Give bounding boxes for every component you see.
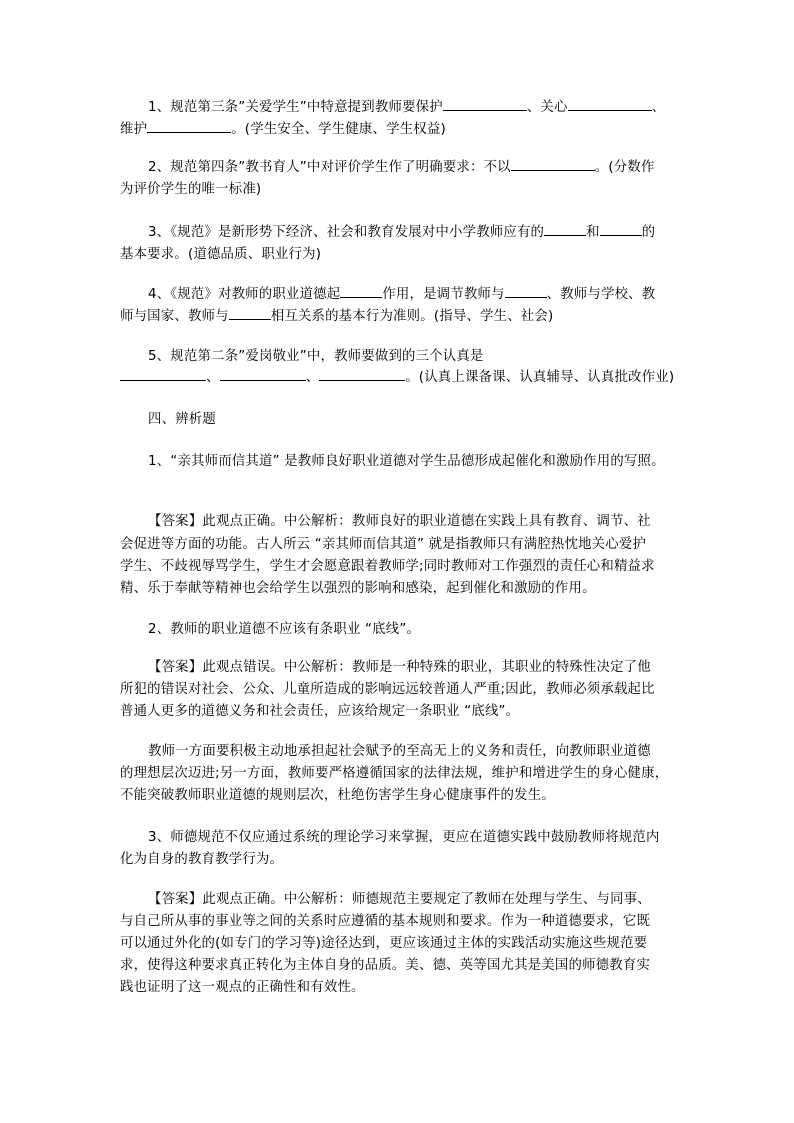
section-title: 四、辨析题 [148, 412, 216, 427]
fill-blank-q1-line1 [148, 98, 670, 118]
text: 相互关系的基本行为准则。(指导、学生、社会) [270, 309, 554, 324]
answer-q3-line: 可以通过外化的(如专门的学习等)途径达到，更应该通过主体的实践活动实施这些规范要 [120, 936, 648, 951]
fill-blank-q2-line1 [148, 158, 670, 178]
answer-q1-line: 学生、不歧视辱骂学生，学生才会愿意跟着教师学;同时教师对工作强烈的责任心和精益求 [120, 559, 655, 574]
answer-q2-line: 所犯的错误对社会、公众、儿童所造成的影响远远较普通人严重;因此，教师必须承载起比 [120, 682, 655, 697]
answer-q1-line: 【答案】此观点正确。中公解析：教师良好的职业道德在实践上具有教育、调节、社 [148, 514, 651, 529]
text: 。(学生安全、学生健康、学生权益) [231, 122, 446, 137]
blank-line [505, 285, 547, 298]
answer-q3-line: 与自己所从事的事业等之间的关系时应遵循的基本规则和要求。作为一种道德要求，它既 [120, 914, 651, 929]
blank-line [544, 223, 586, 236]
blank-line [443, 98, 527, 111]
text: 。(认真上课备课、认真辅导、认真批改作业) [405, 370, 675, 385]
answer-q1-line: 精、乐于奉献等精神也会给学生以强烈的影响和感染，起到催化和激励的作用。 [120, 581, 596, 596]
analysis-q3: 3、师德规范不仅应通过系统的理论学习来掌握，更应在道德实践中鼓励教师将规范内 [148, 830, 660, 845]
answer-q3-line: 践也证明了这一观点的正确性和有效性。 [120, 980, 365, 995]
text: 的 [641, 225, 656, 240]
answer-q3-line: 求，使得这种要求真正转化为主体自身的品质。美、德、英等国尤其是美国的师德教育实 [120, 958, 651, 973]
blank-line [120, 368, 206, 381]
text: 维护 [120, 122, 148, 137]
text: 师与国家、教师与 [120, 309, 229, 324]
fill-blank-q5-line2 [120, 368, 675, 388]
analysis-q2: 2、教师的职业道德不应该有条职业 “底线”。 [148, 622, 421, 637]
text: 、关心 [526, 100, 568, 115]
blank-line [568, 98, 652, 111]
text: 4、《规范》对教师的职业道德起 [148, 287, 341, 302]
text: 2、规范第四条”教书育人”中对评价学生作了明确要求：不以 [148, 160, 511, 175]
fill-blank-q4-line1 [148, 285, 670, 305]
answer-q2-line: 【答案】此观点错误。中公解析：教师是一种特殊的职业，其职业的特殊性决定了他 [148, 660, 651, 675]
text: 3、《规范》是新形势下经济、社会和教育发展对中小学教师应有的 [148, 225, 545, 240]
blank-line [600, 223, 642, 236]
blank-line [147, 120, 231, 133]
answer-q2-line: 普通人更多的道德义务和社会责任，应该给规定一条职业 “底线”。 [120, 704, 520, 719]
blank-line [220, 368, 306, 381]
fill-blank-q3-line2: 基本要求。(道德品质、职业行为) [120, 247, 322, 262]
text: 。(分数作 [594, 160, 655, 175]
answer-q1-line: 会促进等方面的功能。古人所云 “亲其师而信其道” 就是指教师只有满腔热忱地关心爱护 [120, 537, 647, 552]
text: 、 [651, 100, 666, 115]
blank-line [511, 158, 595, 171]
blank-line [340, 285, 382, 298]
fill-blank-q4-line2 [120, 307, 670, 327]
fill-blank-q2-line2: 为评价学生的唯一标准) [120, 182, 262, 197]
text: 1、规范第三条”关爱学生”中特意提到教师要保护 [148, 100, 443, 115]
fill-blank-q5-line1: 5、规范第二条”爱岗敬业”中，教师要做到的三个认真是 [148, 349, 484, 364]
analysis-q3: 化为自身的教育教学行为。 [120, 852, 284, 867]
text: 作用，是调节教师与 [382, 287, 505, 302]
analysis-q1: 1、“亲其师而信其道” 是教师良好职业道德对学生品德形成起催化和激励作用的写照。 [148, 454, 665, 469]
answer-q3-line: 【答案】此观点正确。中公解析：师德规范主要规定了教师在处理与学生、与同事、 [148, 892, 651, 907]
blank-line [319, 368, 405, 381]
text: 、 [206, 370, 220, 385]
text: 、 [305, 370, 320, 385]
text: 和 [586, 225, 600, 240]
answer-q2-paragraph-line: 教师一方面要积极主动地承担起社会赋予的至高无上的义务和责任，向教师职业道德 [148, 744, 651, 759]
fill-blank-q3-line1 [148, 223, 670, 243]
text: 、教师与学校、教 [546, 287, 656, 302]
fill-blank-q1-line2 [120, 120, 670, 140]
answer-q2-paragraph-line: 不能突破教师职业道德的规则层次，杜绝伤害学生身心健康事件的发生。 [120, 788, 555, 803]
answer-q2-paragraph-line: 的理想层次迈进;另一方面，教师要严格遵循国家的法律法规，维护和增进学生的身心健康， [120, 766, 669, 781]
blank-line [229, 307, 271, 320]
